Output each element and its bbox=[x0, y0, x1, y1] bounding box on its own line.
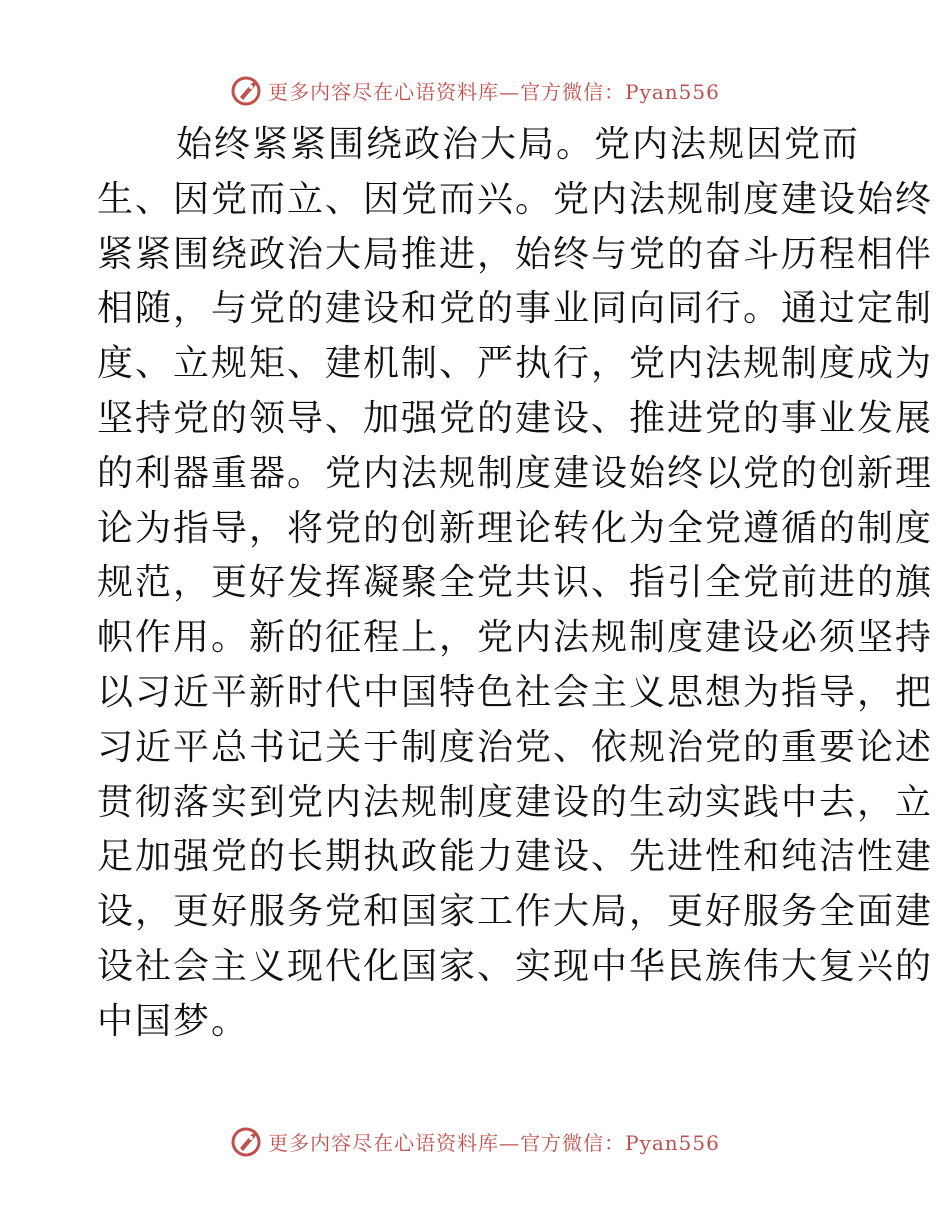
paragraph-line: 中国梦。 bbox=[97, 1000, 250, 1042]
paragraph-line: 足加强党的长期执政能力建设、先进性和纯洁性建 bbox=[97, 836, 934, 878]
footer-banner-text: 更多内容尽在心语资料库—官方微信：Pyan556 bbox=[268, 1130, 720, 1155]
header-banner-text: 更多内容尽在心语资料库—官方微信：Pyan556 bbox=[268, 79, 720, 104]
paragraph-line: 规范，更好发挥凝聚全党共识、指引全党前进的旗 bbox=[97, 562, 934, 604]
paragraph-line: 帜作用。新的征程上，党内法规制度建设必须坚持 bbox=[97, 617, 934, 659]
paragraph-line: 论为指导，将党的创新理论转化为全党遵循的制度 bbox=[97, 507, 934, 549]
paragraph-line: 度、立规矩、建机制、严执行，党内法规制度成为 bbox=[97, 343, 934, 385]
header-banner bbox=[0, 70, 950, 110]
paragraph-line: 的利器重器。党内法规制度建设始终以党的创新理 bbox=[97, 452, 934, 494]
paragraph-line: 习近平总书记关于制度治党、依规治党的重要论述 bbox=[97, 726, 934, 768]
paragraph-line: 生、因党而立、因党而兴。党内法规制度建设始终 bbox=[97, 178, 934, 220]
paragraph-line: 始终紧紧围绕政治大局。党内法规因党而 bbox=[176, 124, 861, 165]
paragraph-line: 设社会主义现代化国家、实现中华民族伟大复兴的 bbox=[97, 945, 934, 987]
paragraph-line: 贯彻落实到党内法规制度建设的生动实践中去，立 bbox=[97, 781, 934, 823]
paragraph-line: 相随，与党的建设和党的事业同向同行。通过定制 bbox=[97, 288, 934, 330]
paragraph-line: 坚持党的领导、加强党的建设、推进党的事业发展 bbox=[97, 397, 934, 439]
pen-nib-logo-icon bbox=[230, 1124, 264, 1158]
paragraph-line: 以习近平新时代中国特色社会主义思想为指导，把 bbox=[97, 671, 934, 713]
paragraph-line: 设，更好服务党和国家工作大局，更好服务全面建 bbox=[97, 891, 934, 933]
footer-banner bbox=[0, 1121, 950, 1161]
document-body bbox=[97, 118, 934, 1050]
paragraph-line: 紧紧围绕政治大局推进，始终与党的奋斗历程相伴 bbox=[97, 233, 934, 275]
pen-nib-logo-icon bbox=[230, 73, 264, 107]
